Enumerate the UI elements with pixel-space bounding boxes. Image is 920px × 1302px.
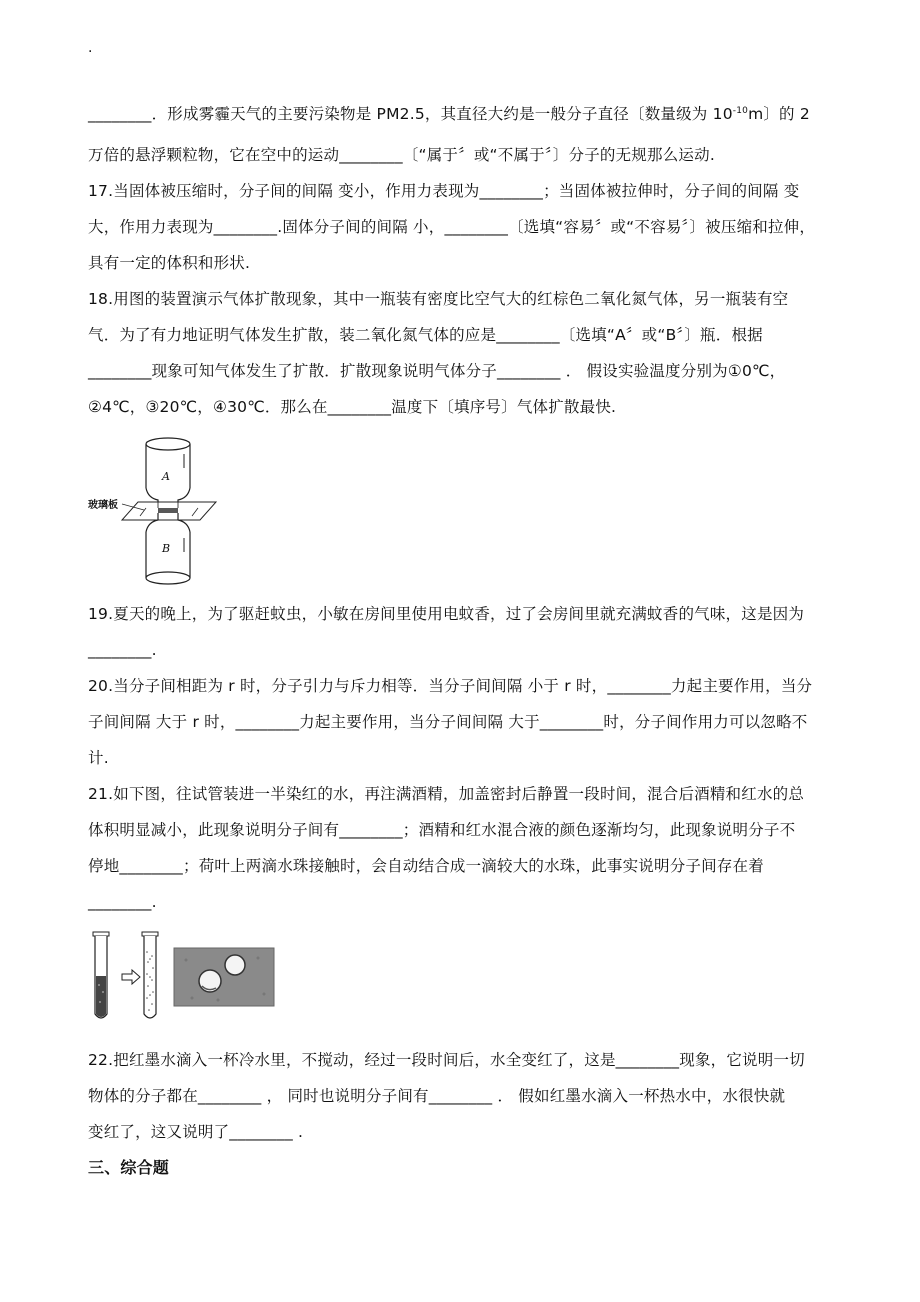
q21-line-4: ________. — [88, 893, 157, 911]
q22-line-2: 物体的分子都在________ ， 同时也说明分子间有________ ． 假如红墨水滴入一杯热水中，水很快就 — [88, 1087, 786, 1105]
q19-line-1: 19.夏天的晚上，为了驱赶蚊虫，小敏在房间里使用电蚊香，过了会房间里就充满蚊香的气味，这是因为 — [88, 605, 805, 623]
q18-line-2: 气．为了有力地证明气体发生扩散，装二氧化氮气体的应是________〔选填“A〞或“B〞〕瓶．根据 — [88, 326, 763, 344]
test-tube-figure — [88, 930, 278, 1026]
q21-line-3: 停地________；荷叶上两滴水珠接触时，会自动结合成一滴较大的水珠，此事实说明分子间存在着 — [88, 857, 764, 875]
top-dot: . — [88, 40, 93, 56]
q17-line-2: 大，作用力表现为________.固体分子间的间隔 小，________〔选填“容易〞或“不容易〞〕被压缩和拉伸， — [88, 218, 816, 236]
q16-line-1 — [88, 104, 838, 124]
q18-line-3: ________现象可知气体发生了扩散．扩散现象说明气体分子________ ． 假设实验温度分别为①0℃， — [88, 362, 786, 380]
q20-line-2: 子间间隔 大于 r 时，________力起主要作用，当分子间间隔 大于________时，分子间作用力可以忽略不 — [88, 713, 808, 731]
bottle-b-label: B — [162, 542, 171, 555]
q20-line-1: 20.当分子间相距为 r 时，分子引力与斥力相等．当分子间间隔 小于 r 时，________力起主要作用，当分 — [88, 677, 813, 695]
q21-line-1: 21.如下图，往试管装进一半染红的水，再注满酒精，加盖密封后静置一段时间，混合后酒精和红水的总 — [88, 785, 805, 803]
q17-line-1: 17.当固体被压缩时，分子间的间隔 变小，作用力表现为________；当固体被拉伸时，分子间的间隔 变 — [88, 182, 800, 200]
q17-line-3: 具有一定的体积和形状. — [88, 254, 251, 272]
q18-line-1: 18.用图的装置演示气体扩散现象，其中一瓶装有密度比空气大的红棕色二氧化氮气体，另一瓶装有空 — [88, 290, 789, 308]
q21-line-2: 体积明显减小，此现象说明分子间有________；酒精和红水混合液的颜色逐渐均匀，此现象说明分子不 — [88, 821, 796, 839]
bottle-a-label: A — [162, 470, 170, 483]
q19-line-2: ________. — [88, 641, 157, 659]
diffusion-figure — [88, 432, 223, 590]
q22-line-3: 变红了，这又说明了________ . — [88, 1123, 304, 1141]
q16-line-2: 万倍的悬浮颗粒物，它在空中的运动________〔“属于〞或“不属于〞〕分子的无规那么运动. — [88, 146, 715, 164]
q16-text: ________．形成雾霾天气的主要污染物是 PM2.5，其直径大约是一般分子直径〔数量级为 10 — [88, 105, 733, 123]
exponent: -10 — [732, 105, 749, 116]
glass-plate-label: 玻璃板 — [88, 500, 118, 511]
q20-line-3: 计. — [88, 749, 109, 767]
section-heading: 三、综合题 — [88, 1158, 170, 1177]
q22-line-1: 22.把红墨水滴入一杯冷水里，不搅动，经过一段时间后，水全变红了，这是________现象，它说明一切 — [88, 1051, 805, 1069]
q16-text-tail: m〕的 2 — [748, 105, 810, 123]
q18-line-4: ②4℃，③20℃，④30℃．那么在________温度下〔填序号〕气体扩散最快. — [88, 398, 617, 416]
